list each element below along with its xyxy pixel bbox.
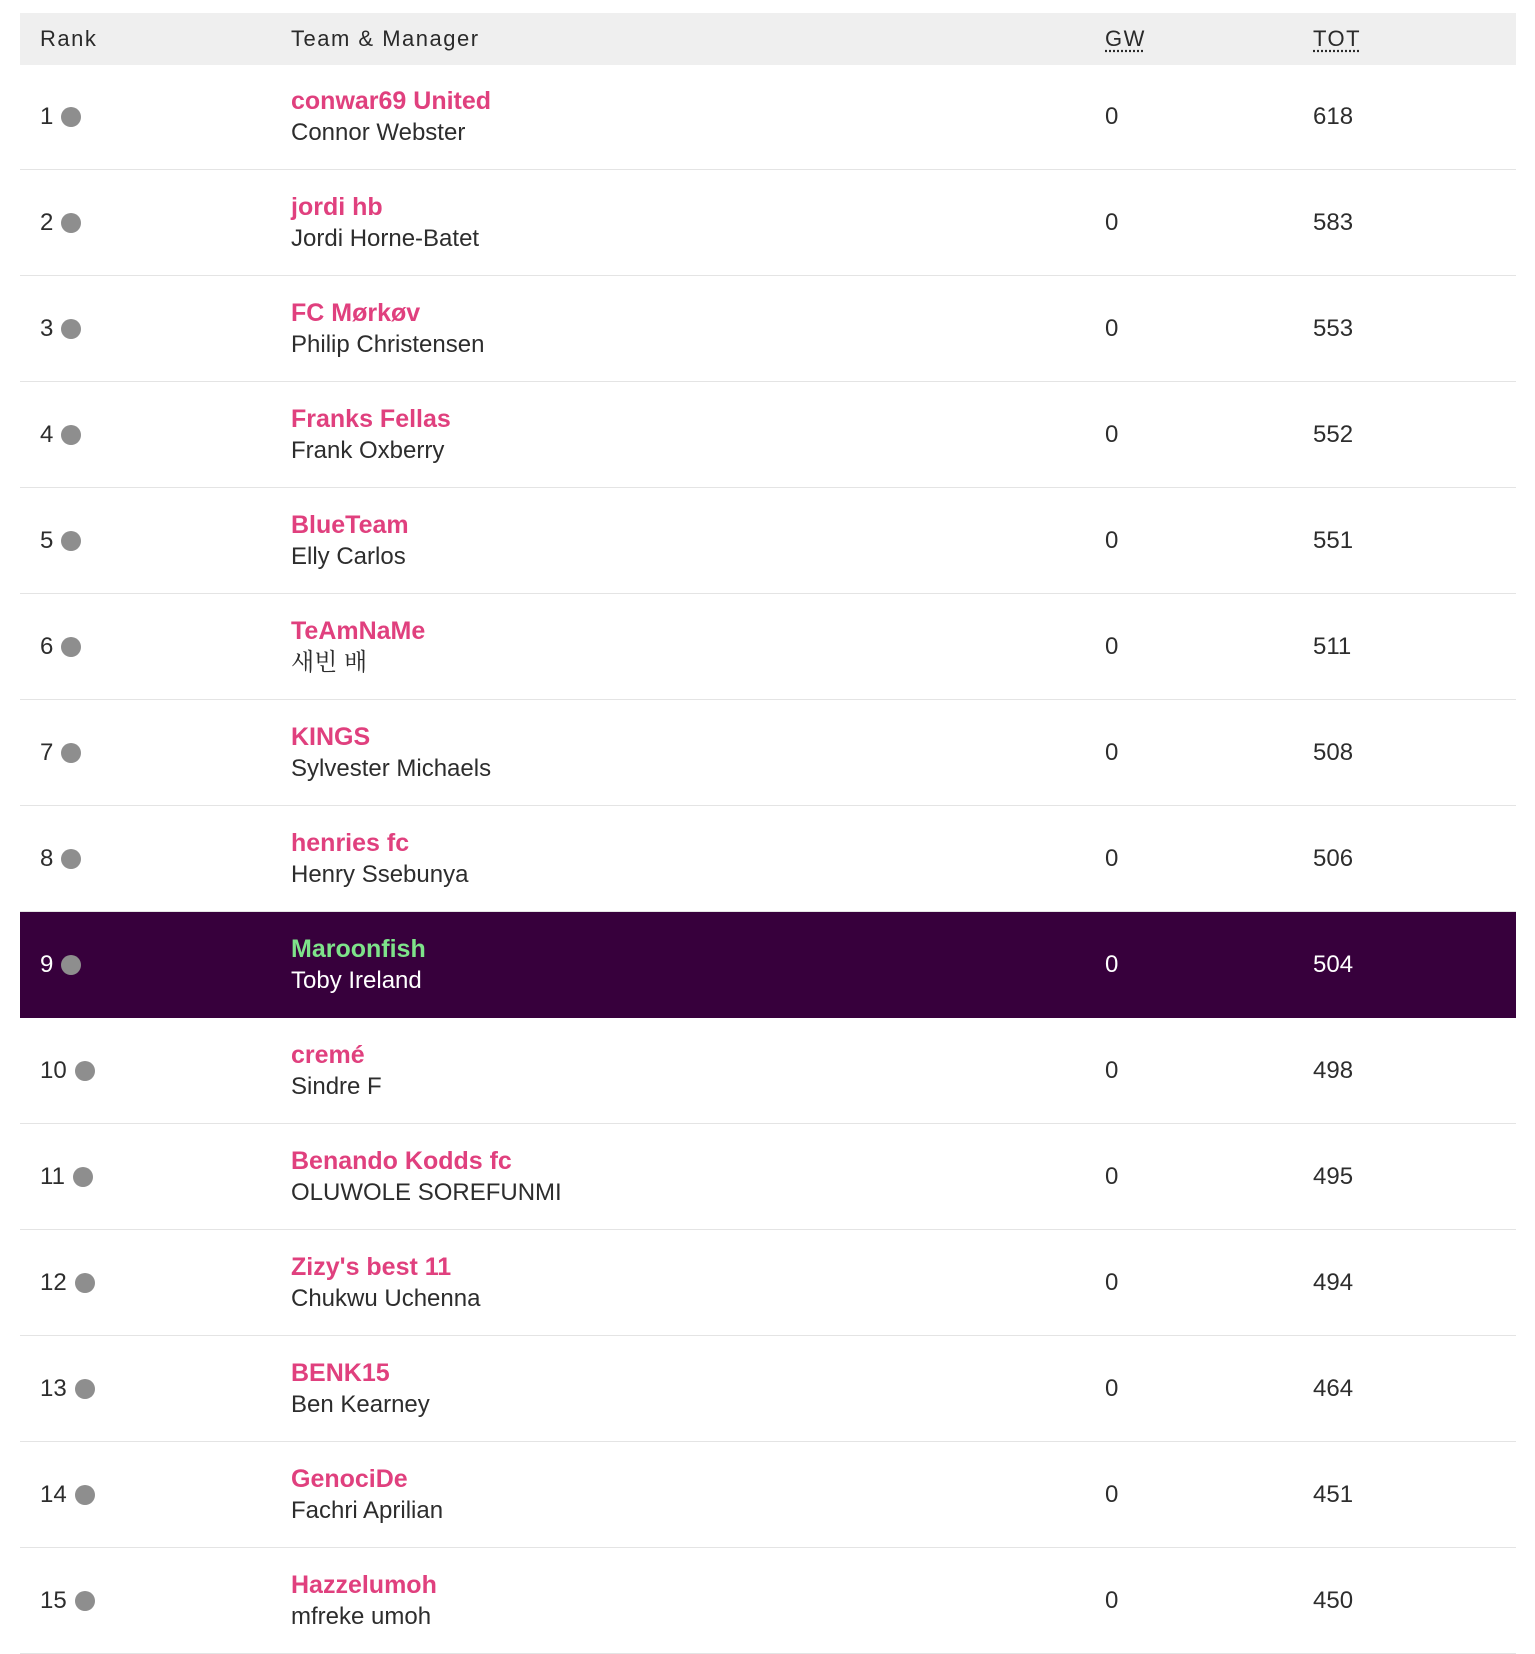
rank-cell xyxy=(40,1548,95,1653)
no-change-dot-icon xyxy=(61,531,81,551)
no-change-dot-icon xyxy=(75,1591,95,1611)
team-manager-cell xyxy=(291,65,491,169)
total-points: 508 xyxy=(1313,738,1354,766)
manager-name: Connor Webster xyxy=(291,119,466,146)
table-row[interactable] xyxy=(20,1124,1516,1230)
team-manager-cell xyxy=(291,1548,437,1653)
gameweek-points: 0 xyxy=(1105,208,1119,236)
team-manager-cell xyxy=(291,594,425,699)
rank-cell xyxy=(40,1124,93,1229)
manager-name: Chukwu Uchenna xyxy=(291,1284,481,1312)
rank-cell xyxy=(40,594,81,699)
rank-number: 15 xyxy=(40,1586,67,1614)
total-points: 552 xyxy=(1313,420,1354,448)
rank-number: 1 xyxy=(40,103,54,130)
no-change-dot-icon xyxy=(61,849,81,869)
no-change-dot-icon xyxy=(75,1061,95,1081)
no-change-dot-icon xyxy=(73,1167,93,1187)
total-points: 450 xyxy=(1313,1586,1354,1614)
manager-name: Elly Carlos xyxy=(291,542,406,570)
rank-number: 10 xyxy=(40,1056,67,1084)
gameweek-points: 0 xyxy=(1105,1056,1119,1084)
manager-name: OLUWOLE SOREFUNMI xyxy=(291,1178,562,1206)
rank-number: 2 xyxy=(40,208,54,236)
team-name-link[interactable]: FC Mørkøv xyxy=(291,298,421,327)
table-row[interactable] xyxy=(20,276,1516,382)
rank-column-header: Rank xyxy=(40,26,98,51)
rank-number: 3 xyxy=(40,314,54,342)
gameweek-points-column-header[interactable]: GW xyxy=(1105,26,1146,51)
total-points: 464 xyxy=(1313,1374,1354,1402)
table-row[interactable] xyxy=(20,594,1516,700)
team-name-link[interactable]: BENK15 xyxy=(291,1358,390,1387)
gameweek-points: 0 xyxy=(1105,1374,1119,1402)
manager-name: 새빈 배 xyxy=(291,648,368,676)
table-row[interactable] xyxy=(20,1230,1516,1336)
table-row[interactable] xyxy=(20,65,1516,170)
team-manager-cell xyxy=(291,1336,430,1441)
manager-name: mfreke umoh xyxy=(291,1602,432,1630)
manager-name: Henry Ssebunya xyxy=(291,860,469,888)
no-change-dot-icon xyxy=(61,743,81,763)
manager-name: Fachri Aprilian xyxy=(291,1496,444,1524)
team-name-link[interactable]: TeAmNaMe xyxy=(291,616,426,645)
rank-cell xyxy=(40,488,81,593)
total-points-column-header[interactable]: TOT xyxy=(1313,26,1362,51)
gameweek-points: 0 xyxy=(1105,1268,1119,1296)
total-points: 583 xyxy=(1313,208,1354,236)
total-points: 504 xyxy=(1313,950,1354,978)
gameweek-points: 0 xyxy=(1105,950,1119,978)
gameweek-points: 0 xyxy=(1105,314,1119,342)
team-name-link[interactable]: GenociDe xyxy=(291,1464,408,1493)
rank-number: 9 xyxy=(40,950,54,978)
table-row[interactable] xyxy=(20,488,1516,594)
no-change-dot-icon xyxy=(61,425,81,445)
team-manager-cell xyxy=(291,700,491,805)
rank-cell xyxy=(40,65,81,169)
rank-cell xyxy=(40,1336,95,1441)
team-name-link[interactable]: cremé xyxy=(291,1040,365,1069)
team-manager-cell xyxy=(291,276,484,381)
manager-name: Frank Oxberry xyxy=(291,436,445,464)
no-change-dot-icon xyxy=(61,955,81,975)
rank-cell xyxy=(40,806,81,911)
total-points: 494 xyxy=(1313,1268,1354,1296)
team-name-link[interactable]: KINGS xyxy=(291,722,371,751)
rank-number: 12 xyxy=(40,1268,67,1296)
no-change-dot-icon xyxy=(75,1273,95,1293)
table-row[interactable] xyxy=(20,170,1516,276)
table-row[interactable] xyxy=(20,806,1516,912)
table-row[interactable] xyxy=(20,1548,1516,1654)
gameweek-points: 0 xyxy=(1105,632,1119,660)
team-name-link[interactable]: Zizy's best 11 xyxy=(291,1252,452,1281)
team-name-link[interactable]: jordi hb xyxy=(291,192,383,221)
team-manager-cell xyxy=(291,1442,443,1547)
team-manager-cell xyxy=(291,1018,382,1123)
gameweek-points: 0 xyxy=(1105,1586,1119,1614)
team-manager-cell xyxy=(291,170,479,275)
gameweek-points: 0 xyxy=(1105,738,1119,766)
rank-number: 8 xyxy=(40,844,54,872)
no-change-dot-icon xyxy=(75,1485,95,1505)
total-points: 551 xyxy=(1313,526,1354,554)
team-name-link[interactable]: Franks Fellas xyxy=(291,404,451,433)
team-name-link[interactable]: Maroonfish xyxy=(291,934,426,963)
rank-cell xyxy=(40,912,81,1017)
team-name-link[interactable]: henries fc xyxy=(291,828,410,857)
gameweek-points: 0 xyxy=(1105,526,1119,554)
table-row-current-user[interactable] xyxy=(20,912,1516,1018)
manager-name: Ben Kearney xyxy=(291,1390,430,1418)
table-header xyxy=(20,13,1516,65)
table-row[interactable] xyxy=(20,1442,1516,1548)
table-body xyxy=(20,65,1516,1654)
manager-name: Philip Christensen xyxy=(291,330,485,358)
rank-number: 14 xyxy=(40,1480,67,1508)
no-change-dot-icon xyxy=(75,1379,95,1399)
rank-cell xyxy=(40,170,81,275)
total-points: 495 xyxy=(1313,1162,1354,1190)
manager-name: Jordi Horne-Batet xyxy=(291,224,480,252)
team-manager-cell xyxy=(291,382,451,487)
manager-name: Sindre F xyxy=(291,1072,382,1100)
team-name-link[interactable]: conwar69 United xyxy=(291,87,492,115)
gameweek-points: 0 xyxy=(1105,103,1119,130)
total-points: 451 xyxy=(1313,1480,1354,1508)
rank-cell xyxy=(40,1018,95,1123)
gameweek-points: 0 xyxy=(1105,420,1119,448)
total-points: 553 xyxy=(1313,314,1354,342)
no-change-dot-icon xyxy=(61,319,81,339)
total-points: 498 xyxy=(1313,1056,1354,1084)
total-points: 618 xyxy=(1313,103,1354,130)
gameweek-points: 0 xyxy=(1105,844,1119,872)
gameweek-points: 0 xyxy=(1105,1162,1119,1190)
table-row[interactable] xyxy=(20,1336,1516,1442)
rank-cell xyxy=(40,1442,95,1547)
team-name-link[interactable]: Hazzelumoh xyxy=(291,1570,437,1599)
manager-name: Sylvester Michaels xyxy=(291,754,492,782)
manager-name: Toby Ireland xyxy=(291,966,422,994)
team-name-link[interactable]: BlueTeam xyxy=(291,510,409,539)
rank-cell xyxy=(40,1230,95,1335)
rank-number: 4 xyxy=(40,420,54,448)
rank-cell xyxy=(40,700,81,805)
team-manager-cell xyxy=(291,1124,562,1229)
total-points: 506 xyxy=(1313,844,1354,872)
team-manager-cell xyxy=(291,1230,480,1335)
rank-number: 6 xyxy=(40,632,54,660)
rank-cell xyxy=(40,382,81,487)
total-points: 511 xyxy=(1313,632,1352,660)
table-row[interactable] xyxy=(20,700,1516,806)
team-manager-cell xyxy=(291,488,409,593)
rank-number: 13 xyxy=(40,1374,67,1402)
gameweek-points: 0 xyxy=(1105,1480,1119,1508)
no-change-dot-icon xyxy=(61,107,81,127)
team-manager-column-header: Team & Manager xyxy=(291,26,480,51)
standings-table xyxy=(20,13,1516,1654)
team-manager-cell xyxy=(291,806,468,911)
no-change-dot-icon xyxy=(61,637,81,657)
team-name-link[interactable]: Benando Kodds fc xyxy=(291,1146,512,1175)
team-manager-cell xyxy=(291,912,426,1017)
table-row[interactable] xyxy=(20,382,1516,488)
rank-cell xyxy=(40,276,81,381)
rank-number: 5 xyxy=(40,526,54,554)
table-row[interactable] xyxy=(20,1018,1516,1124)
rank-number: 7 xyxy=(40,738,54,766)
no-change-dot-icon xyxy=(61,213,81,233)
rank-number: 11 xyxy=(40,1162,65,1190)
